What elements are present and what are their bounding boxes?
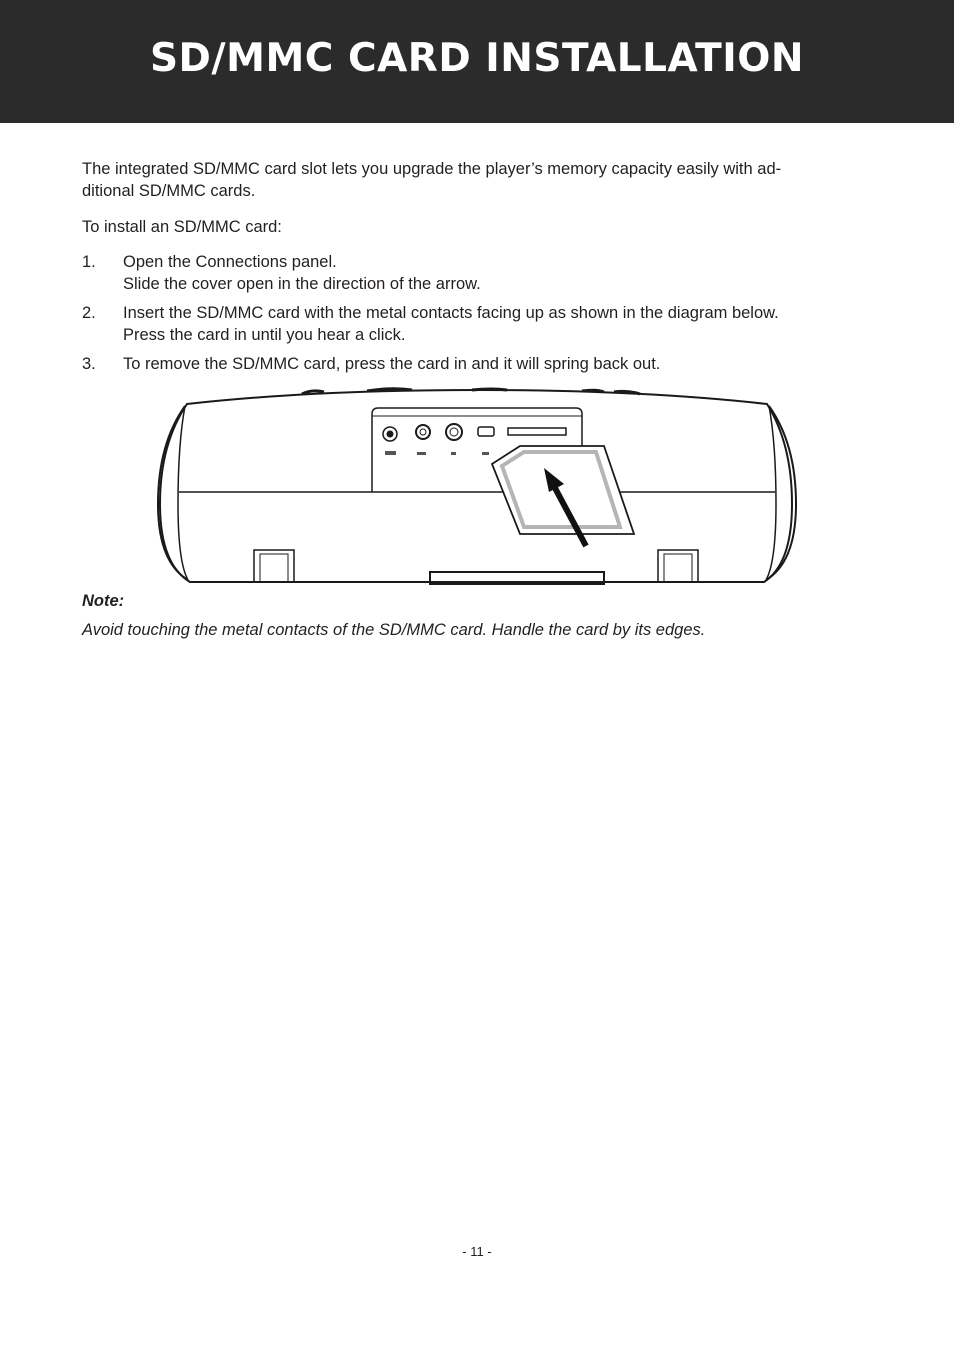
note-heading: Note: — [82, 592, 125, 610]
note-text: Avoid touching the metal contacts of the SD/MMC card. Handle the card by its edges. — [82, 621, 706, 639]
step-line: Press the card in until you hear a click. — [123, 326, 406, 344]
card-installation-diagram — [152, 384, 802, 594]
step-line: Open the Connections panel. — [123, 253, 337, 271]
intro-paragraph — [82, 158, 882, 202]
step-item — [82, 353, 882, 375]
steps-list — [82, 251, 882, 375]
step-item — [82, 251, 882, 295]
intro-line-2: ditional SD/MMC cards. — [82, 182, 256, 200]
intro-line-1: The integrated SD/MMC card slot lets you upgrade the player’s memory capacity easily with ad- — [82, 160, 782, 178]
step-number: 2. — [82, 304, 96, 322]
page-number: - 11 - — [462, 1244, 492, 1259]
step-item — [82, 302, 882, 346]
step-line: Slide the cover open in the direction of the arrow. — [123, 275, 481, 293]
instructions — [82, 158, 882, 382]
page-header — [0, 0, 954, 123]
step-line: To remove the SD/MMC card, press the card in and it will spring back out. — [123, 355, 661, 373]
lead-text: To install an SD/MMC card: — [82, 218, 282, 236]
step-number: 1. — [82, 253, 96, 271]
page-title: SD/MMC CARD INSTALLATION — [149, 36, 805, 81]
step-number: 3. — [82, 355, 96, 373]
step-line: Insert the SD/MMC card with the metal contacts facing up as shown in the diagram below. — [123, 304, 779, 322]
